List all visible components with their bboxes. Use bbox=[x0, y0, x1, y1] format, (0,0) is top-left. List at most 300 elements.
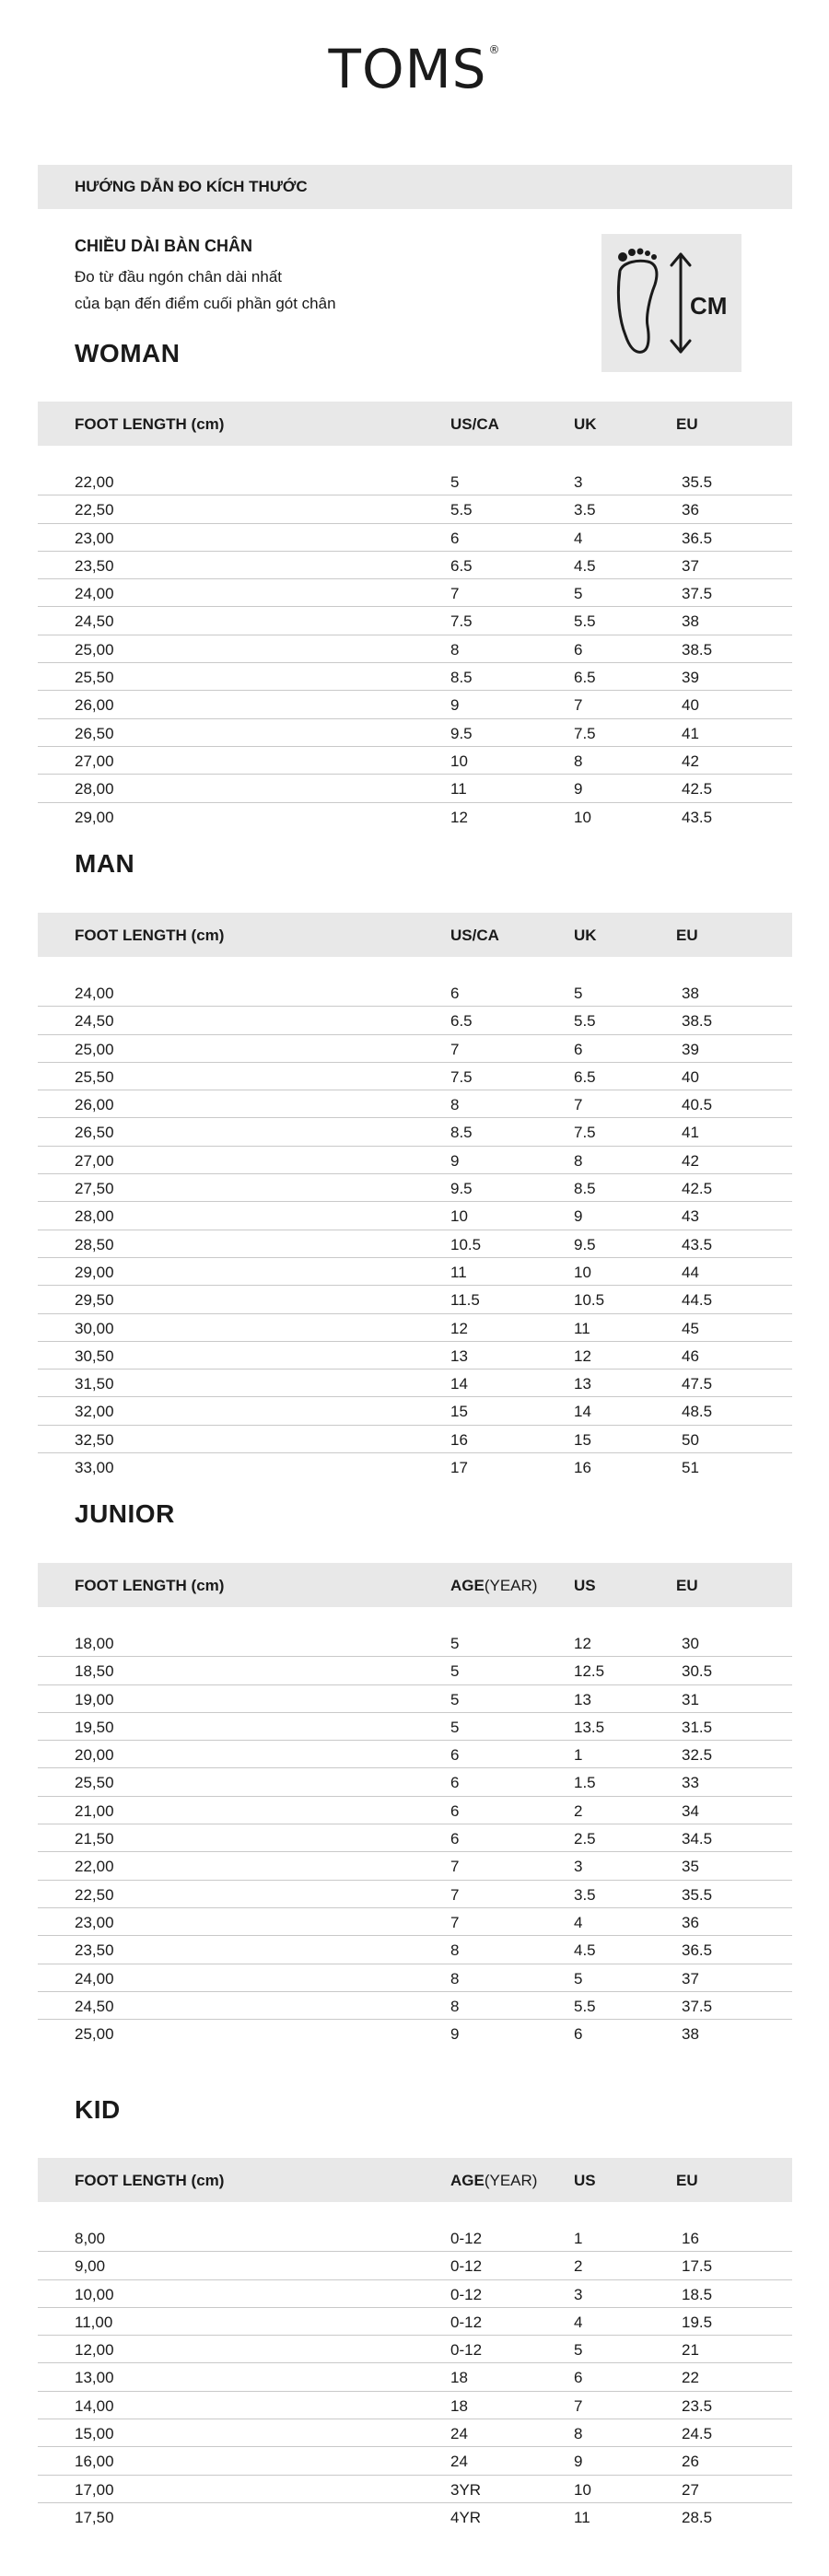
cell-foot-length: 24,00 bbox=[75, 1969, 114, 1987]
table-row bbox=[38, 2447, 792, 2475]
table-row bbox=[38, 2020, 792, 2047]
cell-size-2: 8 bbox=[574, 752, 583, 770]
cell-size-1: 0-12 bbox=[450, 2257, 483, 2276]
cell-size-1: 9 bbox=[450, 1151, 460, 1170]
cell-foot-length: 10,00 bbox=[75, 2285, 114, 2303]
cell-foot-length: 9,00 bbox=[75, 2257, 106, 2276]
header-foot-length: FOOT LENGTH (cm) bbox=[75, 415, 225, 433]
cell-eu: 48.5 bbox=[682, 1403, 713, 1421]
cell-eu: 38 bbox=[682, 2025, 699, 2044]
cell-foot-length: 21,50 bbox=[75, 1830, 114, 1848]
cell-size-1: 7 bbox=[450, 1040, 460, 1058]
cell-eu: 41 bbox=[682, 724, 699, 742]
cell-size-1: 11.5 bbox=[450, 1291, 480, 1310]
cell-size-2: 2 bbox=[574, 1801, 583, 1820]
cell-eu: 16 bbox=[682, 2230, 699, 2247]
man-size-table bbox=[38, 913, 792, 1481]
cell-foot-length: 24,50 bbox=[75, 1997, 114, 2015]
cell-size-2: 3 bbox=[574, 473, 583, 491]
size-guide-header bbox=[38, 165, 792, 209]
cell-size-2: 5 bbox=[574, 585, 583, 603]
header-foot-length: FOOT LENGTH (cm) bbox=[75, 1577, 225, 1594]
cell-size-2: 9 bbox=[574, 2453, 583, 2471]
cell-eu: 28.5 bbox=[682, 2508, 713, 2526]
table-row bbox=[38, 1230, 792, 1258]
cell-size-2: 12 bbox=[574, 1635, 591, 1652]
cell-foot-length: 18,00 bbox=[75, 1635, 114, 1652]
header-foot-length: FOOT LENGTH (cm) bbox=[75, 927, 225, 944]
table-row bbox=[38, 1713, 792, 1741]
cell-eu: 45 bbox=[682, 1319, 699, 1337]
cell-size-1: 5 bbox=[450, 473, 460, 491]
cell-eu: 42 bbox=[682, 1151, 699, 1170]
table-row bbox=[38, 1881, 792, 1908]
table-header bbox=[38, 1563, 792, 1607]
cell-size-2: 2.5 bbox=[574, 1830, 596, 1848]
cell-foot-length: 28,50 bbox=[75, 1235, 114, 1253]
table-row bbox=[38, 1063, 792, 1090]
instruction-line-1: Đo từ đầu ngón chân dài nhất bbox=[75, 268, 282, 286]
cell-size-2: 15 bbox=[574, 1430, 591, 1449]
cell-size-2: 4.5 bbox=[574, 1941, 596, 1960]
cell-eu: 39 bbox=[682, 1040, 699, 1058]
cell-size-1: 9 bbox=[450, 2025, 460, 2044]
cell-size-2: 10 bbox=[574, 1263, 591, 1281]
cell-size-1: 6 bbox=[450, 1774, 460, 1792]
registered-mark: ® bbox=[488, 43, 501, 56]
cell-size-2: 9 bbox=[574, 1207, 583, 1226]
foot-icon bbox=[601, 234, 741, 372]
cell-foot-length: 30,50 bbox=[75, 1346, 114, 1365]
junior-title: JUNIOR bbox=[75, 1499, 175, 1528]
cell-eu: 39 bbox=[682, 669, 699, 687]
cell-size-1: 9.5 bbox=[450, 724, 473, 742]
cell-size-2: 4 bbox=[574, 1913, 583, 1931]
cell-foot-length: 23,50 bbox=[75, 1941, 114, 1960]
cell-size-2: 10 bbox=[574, 808, 591, 826]
cell-eu: 36.5 bbox=[682, 529, 713, 547]
cell-size-2: 11 bbox=[574, 2508, 590, 2526]
cell-foot-length: 24,00 bbox=[75, 585, 114, 603]
cell-size-2: 9.5 bbox=[574, 1235, 596, 1253]
cell-eu: 23.5 bbox=[682, 2396, 713, 2415]
cell-size-2: 12.5 bbox=[574, 1662, 605, 1681]
table-row bbox=[38, 1426, 792, 1453]
table-row bbox=[38, 2308, 792, 2336]
table-row bbox=[38, 1147, 792, 1174]
table-row bbox=[38, 1397, 792, 1425]
cell-size-2: 7.5 bbox=[574, 1124, 596, 1142]
cell-foot-length: 25,00 bbox=[75, 1040, 114, 1058]
cell-size-2: 12 bbox=[574, 1346, 591, 1365]
cell-eu: 38.5 bbox=[682, 640, 713, 659]
cell-eu: 43.5 bbox=[682, 808, 713, 826]
cell-foot-length: 8,00 bbox=[75, 2230, 106, 2247]
header-us: US bbox=[574, 1577, 596, 1594]
cell-foot-length: 24,50 bbox=[75, 612, 114, 631]
cell-foot-length: 25,00 bbox=[75, 2025, 114, 2044]
header-uk: UK bbox=[574, 415, 597, 433]
cell-size-1: 9.5 bbox=[450, 1180, 473, 1198]
table-row bbox=[38, 1964, 792, 1992]
cell-foot-length: 22,50 bbox=[75, 1885, 114, 1904]
table-row bbox=[38, 691, 792, 718]
table-row bbox=[38, 495, 792, 523]
table-row bbox=[38, 2363, 792, 2391]
cell-eu: 42.5 bbox=[682, 1180, 713, 1198]
cell-size-1: 5 bbox=[450, 1662, 460, 1681]
cell-foot-length: 22,00 bbox=[75, 473, 114, 491]
table-row bbox=[38, 2336, 792, 2363]
cell-size-1: 7 bbox=[450, 585, 460, 603]
cell-size-2: 5.5 bbox=[574, 1012, 596, 1031]
table-row bbox=[38, 803, 792, 831]
table-row bbox=[38, 1370, 792, 1397]
cell-foot-length: 21,00 bbox=[75, 1801, 114, 1820]
cell-size-2: 10 bbox=[574, 2480, 591, 2499]
cell-eu: 30 bbox=[682, 1635, 699, 1652]
table-row bbox=[38, 1992, 792, 2020]
kid-size-table bbox=[38, 2158, 792, 2531]
cell-eu: 37 bbox=[682, 556, 699, 575]
cell-foot-length: 26,50 bbox=[75, 1124, 114, 1142]
cell-size-2: 6 bbox=[574, 2369, 583, 2387]
cell-eu: 35.5 bbox=[682, 473, 713, 491]
cell-eu: 36 bbox=[682, 501, 699, 519]
cell-size-1: 9 bbox=[450, 696, 460, 715]
table-row bbox=[38, 1797, 792, 1824]
header-us-ca: US/CA bbox=[450, 927, 499, 944]
cell-size-1: 7 bbox=[450, 1858, 460, 1876]
cell-foot-length: 27,00 bbox=[75, 1151, 114, 1170]
cell-eu: 37 bbox=[682, 1969, 699, 1987]
table-row bbox=[38, 2252, 792, 2279]
cell-size-2: 5.5 bbox=[574, 1997, 596, 2015]
cell-eu: 42 bbox=[682, 752, 699, 770]
table-row bbox=[38, 1629, 792, 1657]
cell-size-1: 10.5 bbox=[450, 1235, 482, 1253]
cell-foot-length: 12,00 bbox=[75, 2341, 114, 2360]
foot-measure-illustration bbox=[601, 234, 741, 372]
cell-size-2: 5 bbox=[574, 985, 583, 1002]
cell-foot-length: 25,50 bbox=[75, 1067, 114, 1086]
cell-size-1: 0-12 bbox=[450, 2341, 483, 2360]
cell-foot-length: 25,50 bbox=[75, 669, 114, 687]
cell-size-1: 14 bbox=[450, 1375, 468, 1393]
table-row bbox=[38, 2392, 792, 2419]
cell-eu: 46 bbox=[682, 1346, 699, 1365]
cell-size-1: 5.5 bbox=[450, 501, 473, 519]
cell-size-1: 8 bbox=[450, 1941, 460, 1960]
table-row bbox=[38, 1202, 792, 1230]
cell-size-2: 14 bbox=[574, 1403, 591, 1421]
table-row bbox=[38, 524, 792, 552]
table-row bbox=[38, 552, 792, 579]
cell-size-1: 15 bbox=[450, 1403, 468, 1421]
table-row bbox=[38, 775, 792, 802]
header-eu: EU bbox=[676, 2172, 698, 2189]
table-row bbox=[38, 1007, 792, 1034]
table-row bbox=[38, 635, 792, 663]
cell-eu: 44.5 bbox=[682, 1291, 713, 1310]
cell-eu: 19.5 bbox=[682, 2313, 713, 2331]
table-row bbox=[38, 663, 792, 691]
table-row bbox=[38, 1174, 792, 1202]
cell-size-1: 0-12 bbox=[450, 2285, 483, 2303]
header-age: AGE(YEAR) bbox=[450, 1577, 538, 1594]
header-age-unit: (YEAR) bbox=[484, 2172, 538, 2189]
cell-eu: 33 bbox=[682, 1774, 699, 1792]
cell-size-2: 4.5 bbox=[574, 556, 596, 575]
cell-size-1: 6 bbox=[450, 1746, 460, 1765]
cell-foot-length: 26,00 bbox=[75, 1096, 114, 1114]
kid-title: KID bbox=[75, 2095, 121, 2124]
table-row bbox=[38, 2419, 792, 2447]
table-row bbox=[38, 1768, 792, 1796]
cell-eu: 38 bbox=[682, 985, 699, 1002]
cell-foot-length: 29,50 bbox=[75, 1291, 114, 1310]
cell-foot-length: 22,50 bbox=[75, 501, 114, 519]
cell-size-1: 6 bbox=[450, 529, 460, 547]
cell-eu: 44 bbox=[682, 1263, 699, 1281]
cell-eu: 36 bbox=[682, 1913, 699, 1931]
cell-eu: 47.5 bbox=[682, 1375, 713, 1393]
header-uk: UK bbox=[574, 927, 597, 944]
cell-size-2: 8 bbox=[574, 2425, 583, 2443]
cell-foot-length: 25,50 bbox=[75, 1774, 114, 1792]
cell-foot-length: 16,00 bbox=[75, 2453, 114, 2471]
table-row bbox=[38, 1342, 792, 1370]
table-row bbox=[38, 1685, 792, 1713]
cell-eu: 35 bbox=[682, 1858, 699, 1876]
cell-size-1: 5 bbox=[450, 1635, 460, 1652]
woman-title: WOMAN bbox=[75, 339, 181, 367]
cell-eu: 37.5 bbox=[682, 585, 713, 603]
cell-size-2: 16 bbox=[574, 1459, 591, 1477]
cell-size-1: 4YR bbox=[450, 2508, 482, 2526]
cell-size-1: 6 bbox=[450, 985, 460, 1002]
cell-eu: 40 bbox=[682, 1067, 699, 1086]
cell-size-2: 3.5 bbox=[574, 1885, 596, 1904]
cell-eu: 22 bbox=[682, 2369, 699, 2387]
cell-size-1: 8.5 bbox=[450, 669, 473, 687]
cell-foot-length: 17,00 bbox=[75, 2480, 114, 2499]
cell-foot-length: 22,00 bbox=[75, 1858, 114, 1876]
table-row bbox=[38, 1118, 792, 1146]
table-row bbox=[38, 1908, 792, 1936]
cell-size-2: 3.5 bbox=[574, 501, 596, 519]
table-row bbox=[38, 1824, 792, 1852]
table-row bbox=[38, 1657, 792, 1684]
table-row bbox=[38, 1090, 792, 1118]
cell-size-1: 5 bbox=[450, 1718, 460, 1736]
cell-size-1: 7 bbox=[450, 1913, 460, 1931]
cell-eu: 40.5 bbox=[682, 1096, 713, 1114]
cell-size-1: 8 bbox=[450, 1997, 460, 2015]
cell-foot-length: 26,50 bbox=[75, 724, 114, 742]
cell-size-2: 6 bbox=[574, 640, 583, 659]
cell-size-2: 1 bbox=[574, 2230, 583, 2247]
cell-foot-length: 29,00 bbox=[75, 1263, 114, 1281]
cell-foot-length: 31,50 bbox=[75, 1375, 114, 1393]
cell-size-1: 8 bbox=[450, 1969, 460, 1987]
cell-size-2: 13.5 bbox=[574, 1718, 605, 1736]
cell-foot-length: 32,00 bbox=[75, 1403, 114, 1421]
table-body bbox=[38, 1629, 792, 2047]
size-guide-title: HƯỚNG DẪN ĐO KÍCH THƯỚC bbox=[75, 178, 308, 195]
table-header bbox=[38, 2158, 792, 2202]
cell-eu: 36.5 bbox=[682, 1941, 713, 1960]
table-row bbox=[38, 1936, 792, 1964]
cell-size-1: 18 bbox=[450, 2369, 468, 2387]
table-row bbox=[38, 1258, 792, 1286]
cell-eu: 37.5 bbox=[682, 1997, 713, 2015]
cell-eu: 50 bbox=[682, 1430, 699, 1449]
table-row bbox=[38, 579, 792, 607]
cell-foot-length: 29,00 bbox=[75, 808, 114, 826]
cell-size-2: 13 bbox=[574, 1690, 591, 1708]
header-us-ca: US/CA bbox=[450, 415, 499, 433]
cell-foot-length: 19,00 bbox=[75, 1690, 114, 1708]
header-eu: EU bbox=[676, 927, 698, 944]
cell-eu: 42.5 bbox=[682, 780, 713, 798]
cell-foot-length: 33,00 bbox=[75, 1459, 114, 1477]
cell-size-1: 6 bbox=[450, 1801, 460, 1820]
cell-foot-length: 15,00 bbox=[75, 2425, 114, 2443]
cell-foot-length: 13,00 bbox=[75, 2369, 114, 2387]
man-title: MAN bbox=[75, 849, 135, 878]
cell-foot-length: 20,00 bbox=[75, 1746, 114, 1765]
junior-size-table bbox=[38, 1563, 792, 2047]
cell-size-1: 7.5 bbox=[450, 1067, 473, 1086]
table-row bbox=[38, 1286, 792, 1313]
cell-eu: 21 bbox=[682, 2341, 699, 2360]
cell-size-1: 5 bbox=[450, 1690, 460, 1708]
cell-size-2: 5 bbox=[574, 1969, 583, 1987]
cell-size-2: 7 bbox=[574, 696, 583, 715]
table-row bbox=[38, 2280, 792, 2308]
table-header bbox=[38, 913, 792, 957]
cell-size-2: 3 bbox=[574, 1858, 583, 1876]
cell-size-1: 11 bbox=[450, 1263, 467, 1281]
cell-size-1: 11 bbox=[450, 780, 467, 798]
cell-eu: 24.5 bbox=[682, 2425, 713, 2443]
cell-eu: 18.5 bbox=[682, 2285, 713, 2303]
cell-foot-length: 14,00 bbox=[75, 2396, 114, 2415]
table-row bbox=[38, 2503, 792, 2531]
cell-size-2: 4 bbox=[574, 2313, 583, 2331]
cell-foot-length: 26,00 bbox=[75, 696, 114, 715]
table-row bbox=[38, 979, 792, 1007]
logo-text: TOMS bbox=[328, 38, 487, 100]
cell-size-2: 13 bbox=[574, 1375, 591, 1393]
table-row bbox=[38, 468, 792, 495]
table-body bbox=[38, 979, 792, 1481]
cell-size-1: 6.5 bbox=[450, 1012, 473, 1031]
cell-foot-length: 27,00 bbox=[75, 752, 114, 770]
cell-size-1: 0-12 bbox=[450, 2230, 483, 2247]
cell-eu: 35.5 bbox=[682, 1885, 713, 1904]
cell-foot-length: 30,00 bbox=[75, 1319, 114, 1337]
cell-size-2: 10.5 bbox=[574, 1291, 605, 1310]
cell-eu: 27 bbox=[682, 2480, 699, 2499]
cell-size-2: 9 bbox=[574, 780, 583, 798]
instruction-line-2: của bạn đến điểm cuối phần gót chân bbox=[75, 295, 336, 312]
cell-size-2: 2 bbox=[574, 2257, 583, 2276]
table-row bbox=[38, 1453, 792, 1481]
cell-size-2: 6.5 bbox=[574, 669, 596, 687]
header-eu: EU bbox=[676, 1577, 698, 1594]
table-row bbox=[38, 607, 792, 635]
table-body bbox=[38, 468, 792, 831]
table-row bbox=[38, 1035, 792, 1063]
cell-size-1: 12 bbox=[450, 808, 468, 826]
cell-eu: 32.5 bbox=[682, 1746, 713, 1765]
cell-foot-length: 32,50 bbox=[75, 1430, 114, 1449]
cell-eu: 34 bbox=[682, 1801, 699, 1820]
cell-eu: 34.5 bbox=[682, 1830, 713, 1848]
table-header bbox=[38, 402, 792, 446]
cell-size-2: 6.5 bbox=[574, 1067, 596, 1086]
header-eu: EU bbox=[676, 415, 698, 433]
cell-eu: 31.5 bbox=[682, 1718, 713, 1736]
header-us: US bbox=[574, 2172, 596, 2189]
cell-foot-length: 28,00 bbox=[75, 780, 114, 798]
cell-size-1: 6 bbox=[450, 1830, 460, 1848]
cell-size-1: 10 bbox=[450, 752, 468, 770]
cell-foot-length: 25,00 bbox=[75, 640, 114, 659]
cell-size-1: 7 bbox=[450, 1885, 460, 1904]
toms-logo bbox=[0, 38, 829, 100]
cell-eu: 40 bbox=[682, 696, 699, 715]
cell-eu: 30.5 bbox=[682, 1662, 713, 1681]
header-age: AGE(YEAR) bbox=[450, 2172, 538, 2189]
cell-foot-length: 24,50 bbox=[75, 1012, 114, 1031]
cell-eu: 43.5 bbox=[682, 1235, 713, 1253]
cm-label: CM bbox=[690, 292, 728, 320]
cell-size-1: 24 bbox=[450, 2425, 468, 2443]
table-row bbox=[38, 719, 792, 747]
cell-size-2: 11 bbox=[574, 1319, 590, 1337]
cell-eu: 17.5 bbox=[682, 2257, 713, 2276]
cell-size-2: 5.5 bbox=[574, 612, 596, 631]
cell-eu: 26 bbox=[682, 2453, 699, 2471]
cell-size-2: 6 bbox=[574, 2025, 583, 2044]
cell-eu: 51 bbox=[682, 1459, 699, 1477]
cell-eu: 41 bbox=[682, 1124, 699, 1142]
cell-foot-length: 23,00 bbox=[75, 529, 114, 547]
cell-size-2: 8.5 bbox=[574, 1180, 596, 1198]
header-age-unit: (YEAR) bbox=[484, 1577, 538, 1594]
cell-size-1: 8 bbox=[450, 1096, 460, 1114]
table-row bbox=[38, 1314, 792, 1342]
cell-eu: 43 bbox=[682, 1207, 699, 1226]
cell-size-2: 7 bbox=[574, 1096, 583, 1114]
cell-size-2: 5 bbox=[574, 2341, 583, 2360]
cell-eu: 38 bbox=[682, 612, 699, 631]
cell-foot-length: 11,00 bbox=[75, 2313, 113, 2331]
cell-size-1: 6.5 bbox=[450, 556, 473, 575]
cell-size-2: 1.5 bbox=[574, 1774, 596, 1792]
cell-size-2: 3 bbox=[574, 2285, 583, 2303]
table-row bbox=[38, 1741, 792, 1768]
cell-foot-length: 24,00 bbox=[75, 985, 114, 1002]
cell-size-2: 7 bbox=[574, 2396, 583, 2415]
table-body bbox=[38, 2224, 792, 2531]
cell-foot-length: 19,50 bbox=[75, 1718, 114, 1736]
cell-eu: 38.5 bbox=[682, 1012, 713, 1031]
cell-size-1: 16 bbox=[450, 1430, 468, 1449]
